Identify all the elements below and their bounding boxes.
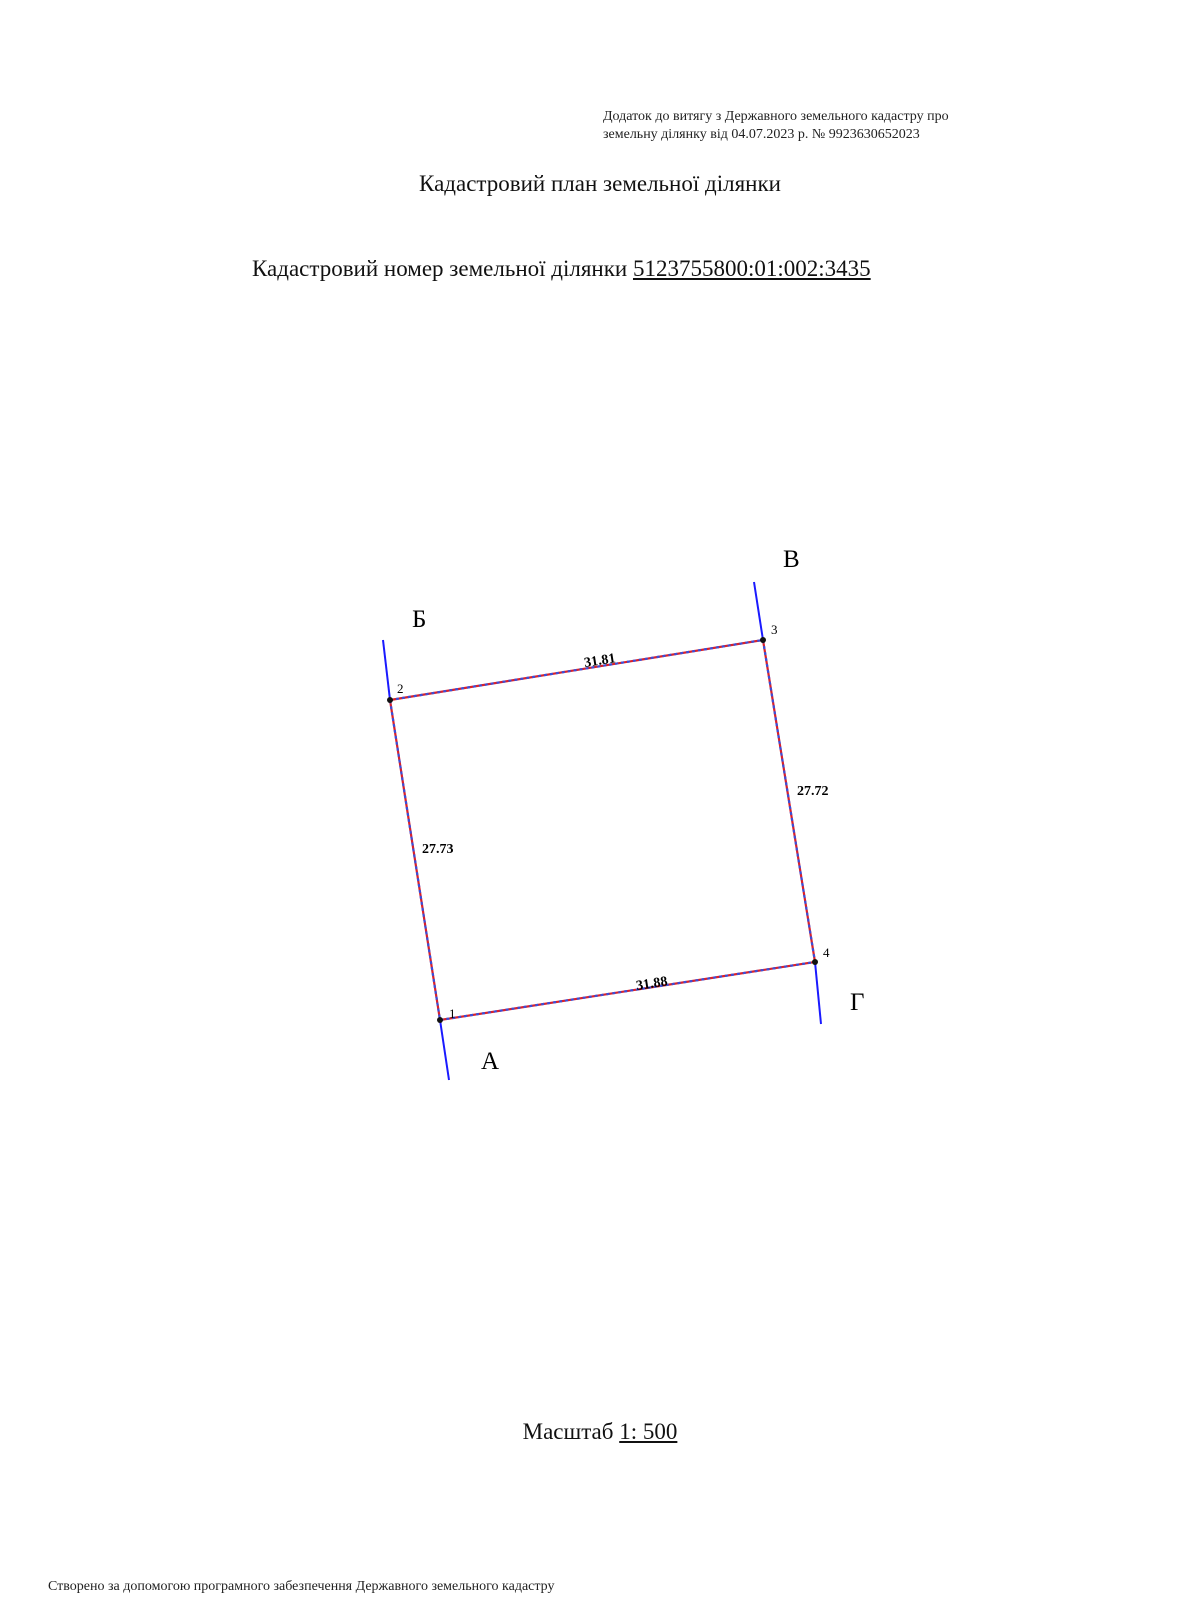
- parcel-boundary: [390, 640, 815, 1020]
- neighbor-line-a: [440, 1020, 449, 1080]
- vertex-label-1: 1: [449, 1006, 456, 1021]
- side-length-left: 27.73: [422, 842, 454, 857]
- neighbor-line-v: [754, 582, 763, 640]
- cadastral-number-label: Кадастровий номер земельної ділянки: [252, 256, 628, 281]
- document-title: Кадастровий план земельної ділянки: [419, 171, 781, 196]
- scale-value: 1: 500: [619, 1419, 678, 1444]
- vertex-4: [812, 959, 818, 965]
- vertex-1: [437, 1017, 443, 1023]
- neighbor-label-b: Б: [412, 606, 427, 633]
- neighbor-label-g: Г: [850, 989, 865, 1016]
- neighbor-line-b: [383, 640, 390, 700]
- side-length-top: 31.81: [583, 651, 617, 672]
- vertex-3: [760, 637, 766, 643]
- scale-line: [0, 1419, 1200, 1445]
- cadastral-number-value: 5123755800:01:002:3435: [632, 256, 871, 281]
- neighbor-label-a: А: [481, 1048, 500, 1075]
- footer-note: Створено за допомогою програмного забезпечення Державного земельного кадастру: [48, 1579, 555, 1594]
- annex-note-line-1: Додаток до витягу з Державного земельного кадастру про: [603, 109, 949, 124]
- vertex-label-4: 4: [823, 945, 830, 960]
- vertex-label-2: 2: [397, 681, 404, 696]
- vertex-label-3: 3: [771, 622, 778, 637]
- side-length-bottom: 31.88: [635, 974, 669, 995]
- annex-note-line-2: земельну ділянку від 04.07.2023 р. № 9923630652023: [603, 127, 920, 142]
- scale-label: Масштаб: [522, 1419, 614, 1444]
- side-length-right: 27.72: [797, 784, 829, 799]
- neighbor-line-g: [815, 962, 821, 1024]
- neighbor-label-v: В: [783, 546, 800, 573]
- vertex-2: [387, 697, 393, 703]
